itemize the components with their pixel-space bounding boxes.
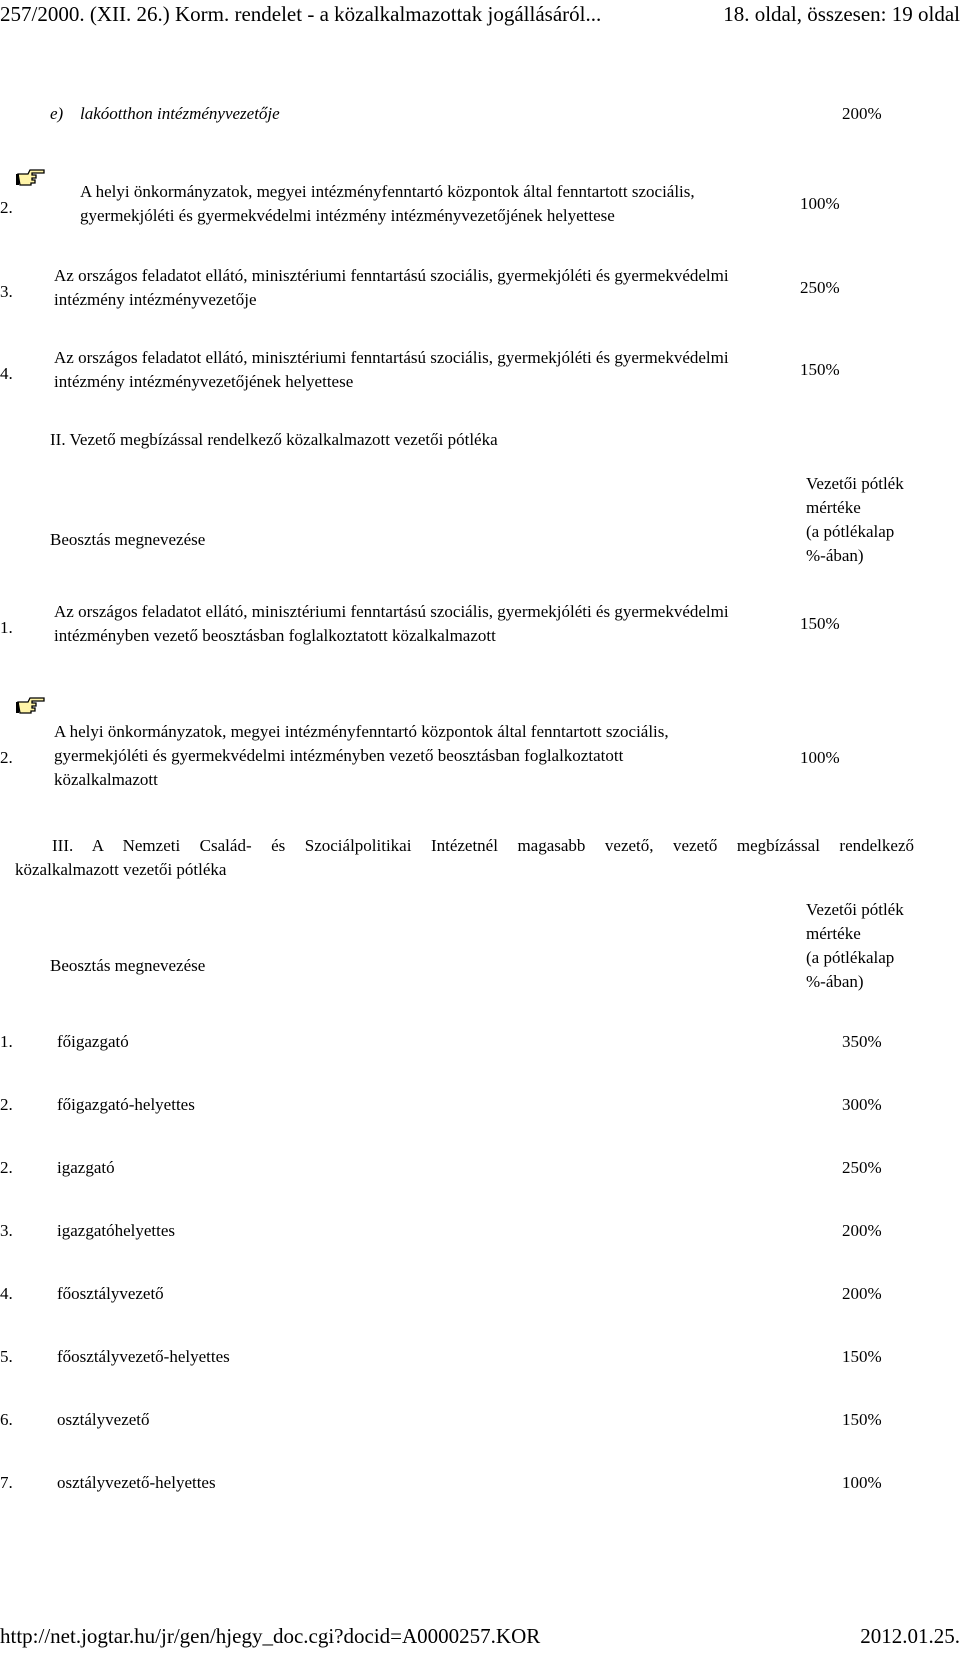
- s3-row-name: főigazgató-helyettes: [57, 1095, 195, 1114]
- row-e-text: lakóotthon intézményvezetője: [80, 104, 280, 123]
- s3-row-name: főosztályvezető-helyettes: [57, 1347, 230, 1366]
- s3-row-name: igazgató: [57, 1158, 115, 1177]
- pointing-hand-icon[interactable]: [16, 166, 46, 188]
- s3-row-pct: 200%: [842, 1221, 882, 1240]
- s1-row3-line2: intézmény intézményvezetője: [54, 290, 257, 309]
- s1-row3-line1: Az országos feladatot ellátó, minisztériumi fenntartású szociális, gyermekjóléti és gyermekvédelmi: [54, 266, 729, 285]
- s3-row-name: főosztályvezető: [57, 1284, 164, 1303]
- row-e-label: e): [50, 104, 64, 123]
- s2-row2-line2: gyermekjóléti és gyermekvédelmi intézményben vezető beosztásban foglalkoztatott: [54, 746, 624, 765]
- s2-col-rate: Vezetői pótlék mértéke (a pótlékalap %-ában): [806, 474, 904, 565]
- s1-row4-pct: 150%: [800, 360, 840, 379]
- header-page-count: 18. oldal, összesen: 19 oldal: [723, 2, 960, 26]
- s3-row-num: 2.: [0, 1158, 13, 1177]
- header-title: 257/2000. (XII. 26.) Korm. rendelet - a közalkalmazottak jogállásáról...: [0, 2, 602, 26]
- s3-row-num: 6.: [0, 1410, 13, 1429]
- s3-row-num: 7.: [0, 1473, 13, 1492]
- footer-date: 2012.01.25.: [860, 1624, 960, 1648]
- s3-row-pct: 200%: [842, 1284, 882, 1303]
- s2-row1-num: 1.: [0, 618, 13, 637]
- section3-title-line1: III. A Nemzeti Család- és Szociálpolitikai Intézetnél magasabb vezető, vezető megbízással rendelkező: [52, 836, 914, 855]
- s3-col-rate: Vezetői pótlék mértéke (a pótlékalap %-ában): [806, 900, 904, 991]
- s1-row2-line1: A helyi önkormányzatok, megyei intézményfenntartó központok által fenntartott szociális,: [80, 182, 695, 201]
- s2-row2-line3: közalkalmazott: [54, 770, 158, 789]
- s3-row-num: 2.: [0, 1095, 13, 1114]
- s3-row-pct: 250%: [842, 1158, 882, 1177]
- s1-row3-pct: 250%: [800, 278, 840, 297]
- s3-row-pct: 300%: [842, 1095, 882, 1114]
- s1-row3-num: 3.: [0, 282, 13, 301]
- s3-row-name: osztályvezető-helyettes: [57, 1473, 216, 1492]
- s3-row-num: 5.: [0, 1347, 13, 1366]
- row-e-pct: 200%: [842, 104, 882, 123]
- s2-row2-line1: A helyi önkormányzatok, megyei intézményfenntartó központok által fenntartott szociális,: [54, 722, 669, 741]
- s2-row1-line1: Az országos feladatot ellátó, minisztériumi fenntartású szociális, gyermekjóléti és gyermekvédelmi: [54, 602, 729, 621]
- section3-title-line2: közalkalmazott vezetői pótléka: [15, 860, 227, 879]
- s3-col-name: Beosztás megnevezése: [50, 956, 206, 975]
- s1-row4-line2: intézmény intézményvezetőjének helyettese: [54, 372, 354, 391]
- s2-row2-num: 2.: [0, 748, 13, 767]
- footer-url[interactable]: http://net.jogtar.hu/jr/gen/hjegy_doc.cgi?docid=A0000257.KOR: [0, 1624, 541, 1648]
- s2-row1-pct: 150%: [800, 614, 840, 633]
- s2-row1-line2: intézményben vezető beosztásban foglalkoztatott közalkalmazott: [54, 626, 496, 645]
- s1-row2-pct: 100%: [800, 194, 840, 213]
- s1-row4-num: 4.: [0, 364, 13, 383]
- s3-row-pct: 150%: [842, 1410, 882, 1429]
- s3-row-num: 1.: [0, 1032, 13, 1051]
- s3-row-name: igazgatóhelyettes: [57, 1221, 176, 1240]
- s2-row2-pct: 100%: [800, 748, 840, 767]
- s1-row2-line2: gyermekjóléti és gyermekvédelmi intézmény intézményvezetőjének helyettese: [80, 206, 615, 225]
- s3-row-name: főigazgató: [57, 1032, 129, 1051]
- s3-row-pct: 350%: [842, 1032, 882, 1051]
- s1-row2-num: 2.: [0, 198, 13, 217]
- section2-title: II. Vezető megbízással rendelkező közalkalmazott vezetői pótléka: [50, 430, 498, 449]
- s3-row-pct: 150%: [842, 1347, 882, 1366]
- s3-row-num: 4.: [0, 1284, 13, 1303]
- s3-row-num: 3.: [0, 1221, 13, 1240]
- s2-col-name: Beosztás megnevezése: [50, 530, 206, 549]
- pointing-hand-icon[interactable]: [16, 694, 46, 716]
- s1-row4-line1: Az országos feladatot ellátó, minisztériumi fenntartású szociális, gyermekjóléti és gyermekvédelmi: [54, 348, 729, 367]
- s3-row-name: osztályvezető: [57, 1410, 150, 1429]
- s3-row-pct: 100%: [842, 1473, 882, 1492]
